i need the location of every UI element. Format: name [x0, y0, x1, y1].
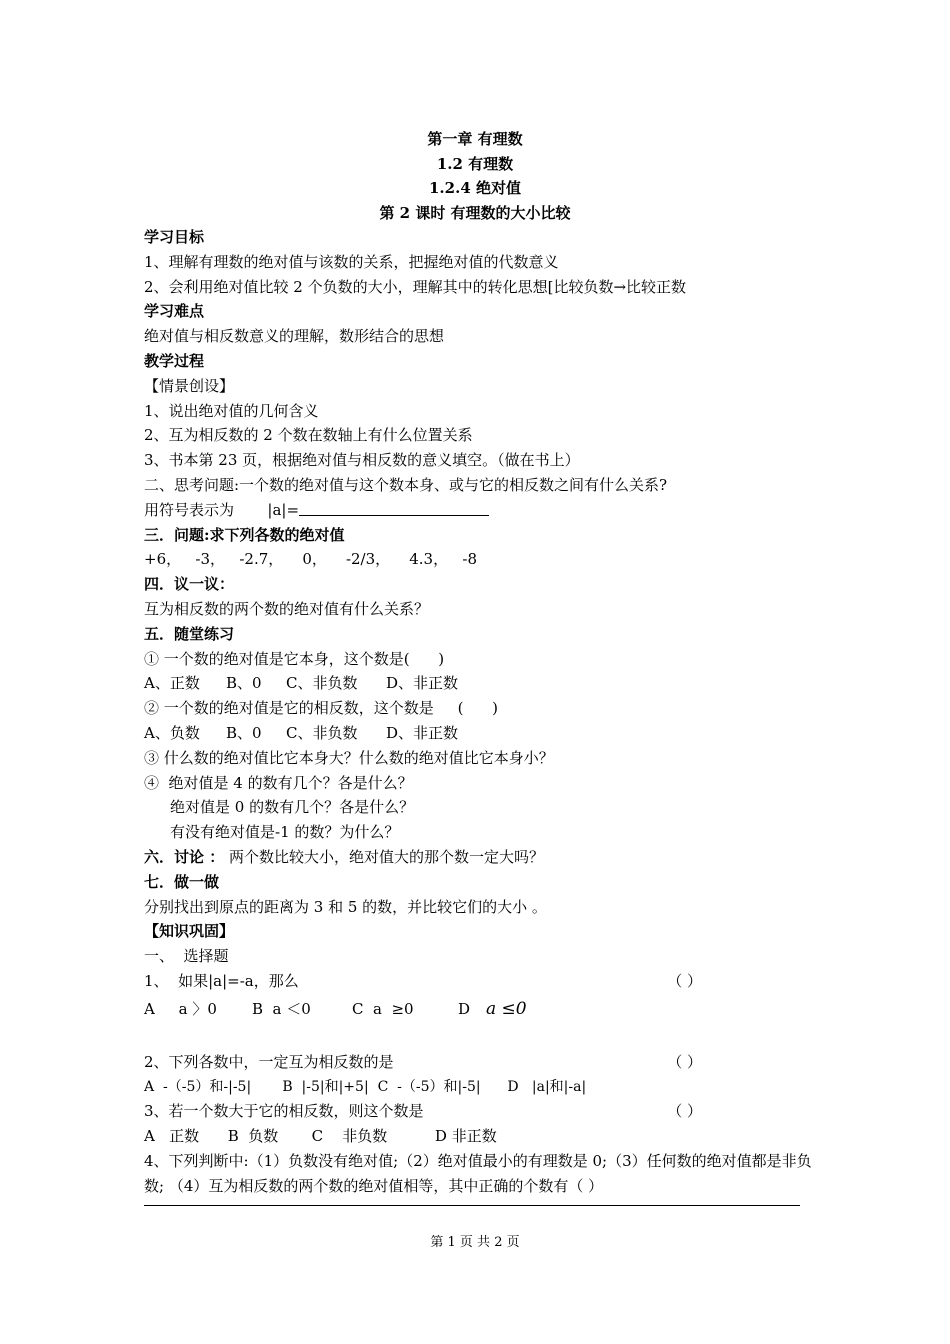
choice-q2-options: A -（-5）和-|-5| B |-5|和|+5| C -（-5）和|-5| D |a|和|-a|	[144, 1078, 587, 1095]
option-b: B、0	[226, 674, 262, 693]
choice-q1	[144, 969, 812, 994]
process-heading: 教学过程	[144, 351, 205, 370]
footer-divider	[144, 1205, 800, 1206]
difficulty-heading: 学习难点	[144, 302, 205, 321]
chapter-title: 第一章 有理数	[427, 130, 523, 148]
document-body	[144, 225, 812, 1198]
practice-4a: ④ 绝对值是 4 的数有几个？各是什么？	[144, 773, 413, 792]
goal-item: 2、会利用绝对值比较 2 个负数的大小，理解其中的转化思想[比较负数→比较正数	[144, 277, 687, 296]
choice-q1-text: 1、 如果|a|=-a，那么	[144, 971, 299, 990]
scenario-item: 3、书本第 23 页，根据绝对值与相反数的意义填空。（做在书上）	[144, 451, 580, 470]
practice-4b: 绝对值是 0 的数有几个？各是什么？	[170, 798, 415, 817]
q3-numbers: +6， -3， -2.7， 0， -2/3， 4.3， -8	[144, 550, 477, 569]
q7-heading: 七．做一做	[144, 872, 220, 891]
spacer	[144, 1024, 812, 1050]
practice-4c: 有没有绝对值是-1 的数？为什么？	[170, 823, 400, 842]
choice-q3-text: 3、若一个数大于它的相反数，则这个数是	[144, 1102, 424, 1121]
choice-q1-options	[144, 994, 812, 1024]
option-c: C、非负数	[286, 723, 358, 742]
choice-q2	[144, 1050, 812, 1075]
practice-3: ③ 什么数的绝对值比它本身大？什么数的绝对值比它本身小？	[144, 748, 554, 767]
fill-blank	[299, 501, 489, 516]
option-d-math: a ≤0	[486, 998, 527, 1019]
consolidate-heading: 【知识巩固】	[144, 922, 235, 941]
practice-1: ① 一个数的绝对值是它本身，这个数是( )	[144, 649, 445, 668]
lesson-title: 第 2 课时 有理数的大小比较	[379, 203, 571, 222]
choice-q3-options: A 正数 B 负数 C 非负数 D 非正数	[144, 1127, 497, 1146]
symbol-line	[144, 498, 812, 523]
option-c: C、非负数	[286, 674, 358, 693]
q4-heading: 四．议一议：	[144, 575, 235, 594]
choice-q4: 4、下列判断中:（1）负数没有绝对值;（2）绝对值最小的有理数是 0;（3）任何数的绝对值都是非负数; （4）互为相反数的两个数的绝对值相等，其中正确的个数有（ ）	[144, 1151, 812, 1195]
symbol-label: 用符号表示为	[144, 500, 235, 519]
practice-2-options	[144, 721, 812, 746]
q3-heading: 三．问题:求下列各数的绝对值	[144, 525, 345, 544]
scenario-item: 2、互为相反数的 2 个数在数轴上有什么位置关系	[144, 426, 473, 445]
answer-paren: （ ）	[667, 971, 702, 990]
q6-line	[144, 845, 812, 870]
scenario-item: 1、说出绝对值的几何含义	[144, 401, 319, 420]
option-d: D	[458, 999, 471, 1018]
option-d: D、非正数	[386, 674, 459, 693]
option-a: A、正数	[144, 674, 200, 693]
goals-heading: 学习目标	[144, 228, 205, 246]
q4-text: 互为相反数的两个数的绝对值有什么关系？	[144, 599, 430, 618]
symbol-expr: |a|=	[267, 500, 300, 519]
section-title: 1.2 有理数	[436, 154, 514, 173]
difficulty-text: 绝对值与相反数意义的理解，数形结合的思想	[144, 327, 445, 346]
title-block	[0, 127, 950, 225]
page-footer: 第 1 页 共 2 页	[430, 1235, 520, 1250]
option-a: A a 〉0	[144, 999, 217, 1018]
option-b: B a ＜0	[252, 999, 311, 1018]
choice-q2-text: 2、下列各数中，一定互为相反数的是	[144, 1052, 394, 1071]
option-d: D、非正数	[386, 723, 459, 742]
practice-2: ② 一个数的绝对值是它的相反数，这个数是 ( )	[144, 699, 498, 718]
option-a: A、负数	[144, 723, 200, 742]
q5-heading: 五．随堂练习	[144, 624, 235, 643]
choice-subheading: 一、 选择题	[144, 947, 229, 966]
scenario-heading: 【情景创设】	[144, 376, 235, 395]
choice-q3	[144, 1099, 812, 1124]
subsection-title: 1.2.4 绝对值	[429, 179, 521, 197]
q6-text: 两个数比较大小，绝对值大的那个数一定大吗？	[229, 847, 545, 866]
q7-text: 分别找出到原点的距离为 3 和 5 的数，并比较它们的大小 。	[144, 897, 547, 916]
option-b: B、0	[226, 723, 262, 742]
think-question: 二、思考问题:一个数的绝对值与这个数本身、或与它的相反数之间有什么关系?	[144, 475, 668, 494]
option-c: C a ≥0	[352, 999, 414, 1018]
answer-paren: （ ）	[667, 1052, 702, 1071]
goal-item: 1、理解有理数的绝对值与该数的关系，把握绝对值的代数意义	[144, 252, 559, 271]
answer-paren: （ ）	[667, 1102, 702, 1121]
q6-heading: 六．讨论 ：	[144, 847, 225, 866]
practice-1-options	[144, 671, 812, 696]
